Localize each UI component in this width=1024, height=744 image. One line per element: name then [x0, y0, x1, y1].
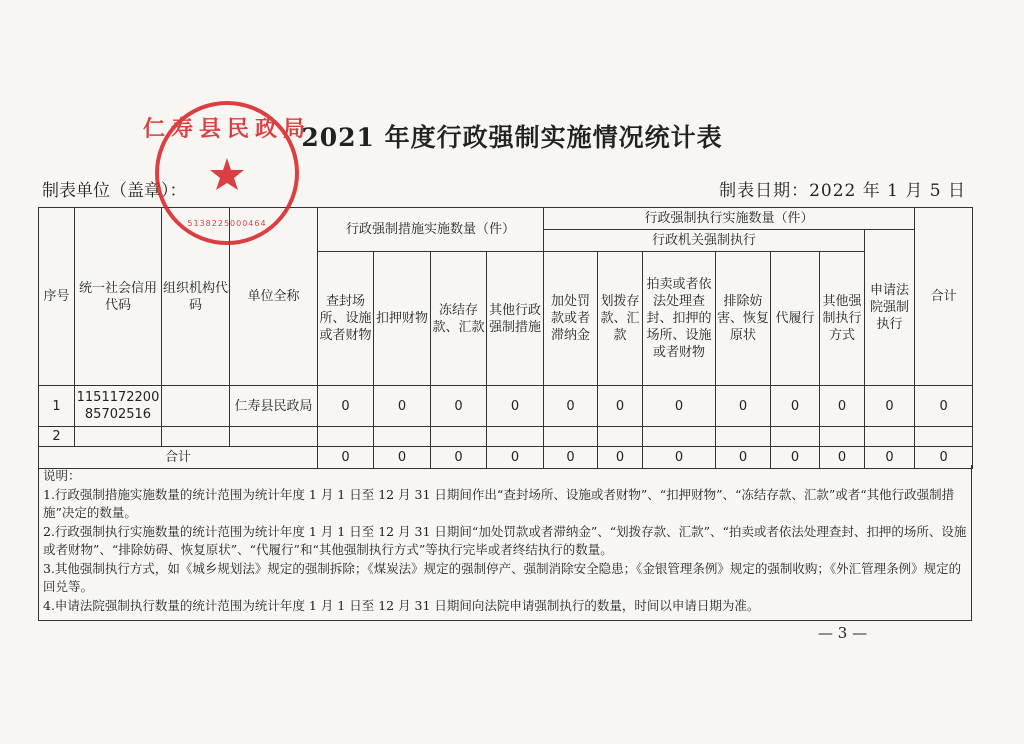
header-measure-1: 查封场所、设施或者财物	[318, 252, 374, 386]
header-agency-5: 代履行	[771, 252, 820, 386]
header-unit-name: 单位全称	[230, 208, 318, 386]
total-value: 0	[716, 447, 771, 469]
total-value: 0	[598, 447, 643, 469]
unit-label: 制表单位（盖章）：	[42, 181, 187, 201]
total-value: 0	[318, 447, 374, 469]
row-org-code	[162, 427, 230, 447]
total-label: 合计	[39, 447, 318, 469]
header-seq: 序号	[39, 208, 75, 386]
row-seq: 1	[39, 386, 75, 427]
note-item: 2.行政强制执行实施数量的统计范围为统计年度 1 月 1 日至 12 月 31 日期间“加处罚款或者滞纳金”、“划拨存款、汇款”、“拍卖或者依法处理查封、扣押的场所、设施或者财物”、“排除妨碍、恢复原状”、“代履行”和“其他强制执行方式”等执行完毕或者终结执行的数量。	[43, 523, 967, 557]
row-value: 0	[487, 386, 544, 427]
header-execution-group: 行政强制执行实施数量（件）	[544, 208, 915, 230]
header-agency-1: 加处罚款或者滞纳金	[544, 252, 598, 386]
total-value: 0	[820, 447, 865, 469]
note-item: 4.申请法院强制执行数量的统计范围为统计年度 1 月 1 日至 12 月 31 日期间向法院申请强制执行的数量，时间以申请日期为准。	[43, 597, 760, 613]
table-row	[39, 427, 973, 447]
header-org-code: 组织机构代码	[162, 208, 230, 386]
note-item: 3.其他强制执行方式，如《城乡规划法》规定的强制拆除；《煤炭法》规定的强制停产、强制消除安全隐患；《金银管理条例》规定的强制收购；《外汇管理条例》规定的回兑等。	[43, 560, 962, 594]
row-value	[487, 427, 544, 447]
header-agency-execution: 行政机关强制执行	[544, 230, 865, 252]
header-court: 申请法院强制执行	[865, 230, 915, 386]
row-value: 0	[643, 386, 716, 427]
row-value	[431, 427, 487, 447]
svg-text:5138225000464: 5138225000464	[187, 219, 267, 228]
row-value: 0	[318, 386, 374, 427]
statistics-table	[38, 207, 973, 469]
header-measure-3: 冻结存款、汇款	[431, 252, 487, 386]
row-value: 0	[374, 386, 431, 427]
total-value: 0	[643, 447, 716, 469]
row-value: 0	[431, 386, 487, 427]
row-value	[318, 427, 374, 447]
row-value	[915, 427, 973, 447]
row-unit-name: 仁寿县民政局	[230, 386, 318, 427]
row-org-code	[162, 386, 230, 427]
header-measure-4: 其他行政强制措施	[487, 252, 544, 386]
header-agency-4: 排除妨害、恢复原状	[716, 252, 771, 386]
page-number: — 3 —	[818, 624, 868, 642]
total-value: 0	[431, 447, 487, 469]
header-agency-3: 拍卖或者依法处理查封、扣押的场所、设施或者财物	[643, 252, 716, 386]
total-value: 0	[915, 447, 973, 469]
notes-section	[38, 465, 972, 621]
total-value: 0	[865, 447, 915, 469]
row-value	[643, 427, 716, 447]
row-value: 0	[771, 386, 820, 427]
row-value	[771, 427, 820, 447]
row-value	[820, 427, 865, 447]
row-value: 0	[716, 386, 771, 427]
table-row	[39, 386, 973, 427]
header-credit-code: 统一社会信用代码	[75, 208, 162, 386]
row-value	[865, 427, 915, 447]
row-credit-code	[75, 427, 162, 447]
seal-star-icon	[210, 158, 244, 190]
row-credit-code: 115117220085702516	[75, 386, 162, 427]
header-measures-group: 行政强制措施实施数量（件）	[318, 208, 544, 252]
row-value: 0	[820, 386, 865, 427]
total-value: 0	[544, 447, 598, 469]
date-label: 制表日期：2022 年 1 月 5 日	[719, 181, 966, 201]
row-value	[544, 427, 598, 447]
row-unit-name	[230, 427, 318, 447]
total-value: 0	[487, 447, 544, 469]
row-value	[716, 427, 771, 447]
row-value: 0	[915, 386, 973, 427]
header-total: 合计	[915, 208, 973, 386]
row-value: 0	[598, 386, 643, 427]
notes-heading: 说明：	[43, 468, 81, 483]
total-value: 0	[374, 447, 431, 469]
row-value: 0	[544, 386, 598, 427]
header-agency-6: 其他强制执行方式	[820, 252, 865, 386]
header-agency-2: 划拨存款、汇款	[598, 252, 643, 386]
row-value	[598, 427, 643, 447]
note-item: 1.行政强制措施实施数量的统计范围为统计年度 1 月 1 日至 12 月 31 日期间作出“查封场所、设施或者财物”、“扣押财物”、“冻结存款、汇款”或者“其他行政强制措施”决定的数量。	[43, 486, 955, 520]
page-title: 2021 年度行政强制实施情况统计表	[301, 123, 723, 152]
header-measure-2: 扣押财物	[374, 252, 431, 386]
svg-text:仁寿县民政局: 仁寿县民政局	[142, 116, 312, 142]
total-value: 0	[771, 447, 820, 469]
row-value: 0	[865, 386, 915, 427]
row-value	[374, 427, 431, 447]
row-seq: 2	[39, 427, 75, 447]
